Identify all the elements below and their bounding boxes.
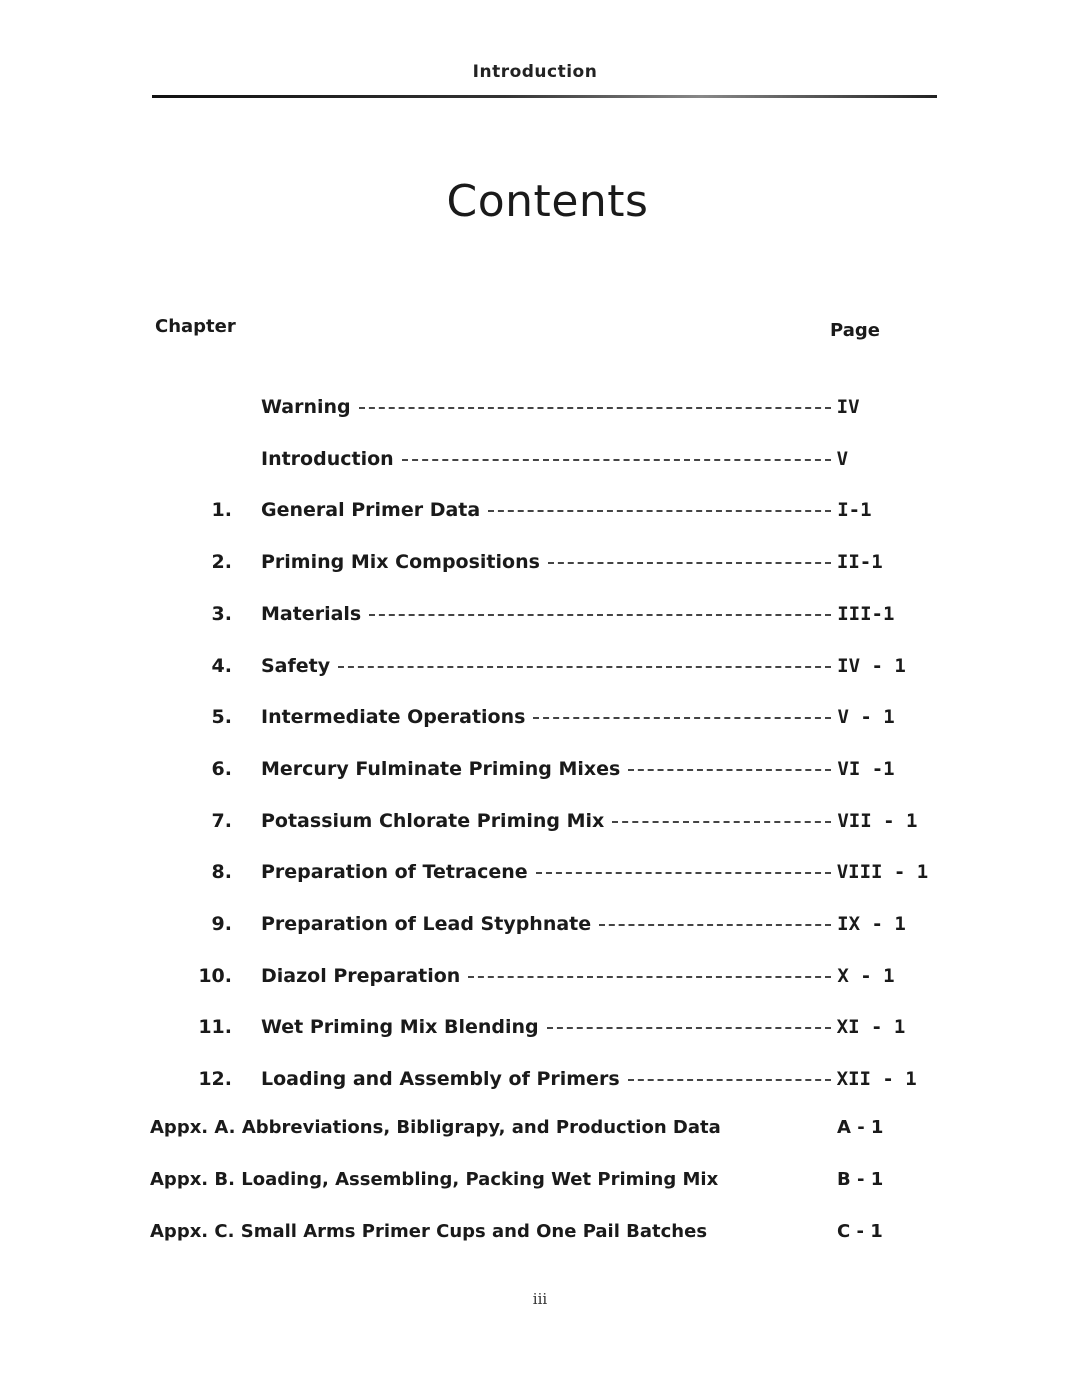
toc-entry-page: I-1 [837,499,872,521]
toc-entry-page: XI - 1 [836,1016,906,1038]
toc-entry-page: III-1 [837,603,895,625]
toc-entry-number: 6. [211,758,232,780]
running-header: Introduction [472,62,598,82]
dot-leader [369,614,831,616]
toc-entry-number: 3. [211,603,232,625]
toc-entry[interactable] [0,1012,1070,1042]
toc-entry-page: XII - 1 [836,1068,917,1090]
appendix-label: Appx. A. [150,1117,236,1138]
toc-entry-number: 12. [198,1068,232,1090]
dot-leader [548,562,831,564]
toc-entry[interactable] [0,702,1070,732]
toc-entry-number: 5. [211,706,232,728]
dot-leader [488,510,831,512]
toc-entry-title: Mercury Fulminate Priming Mixes [261,758,621,780]
appendix-title: Small Arms Primer Cups and One Pail Batches [240,1221,708,1242]
toc-entry[interactable] [0,909,1070,939]
toc-entry-number: 4. [211,655,232,677]
toc-entry-title: Warning [261,396,351,418]
toc-entry[interactable] [0,651,1070,681]
page-column-heading: Page [830,320,880,341]
toc-entry-page: IV - 1 [837,655,906,677]
toc-entry-title: Loading and Assembly of Primers [261,1068,620,1090]
toc-entry[interactable] [0,806,1070,836]
toc-entry-title: Introduction [261,448,394,470]
dot-leader [536,872,831,874]
page-number: iii [532,1290,548,1308]
appendix-title: Loading, Assembling, Packing Wet Priming Mix [241,1169,719,1190]
dot-leader [533,717,831,719]
toc-entry-page: VIII - 1 [836,861,929,883]
toc-entry-title: Wet Priming Mix Blending [261,1016,539,1038]
toc-entry[interactable] [0,444,1070,474]
appendix-label: Appx. B. [150,1169,235,1190]
toc-entry-page: X - 1 [837,965,895,987]
appendix-title: Abbreviations, Bibligrapy, and Production Data [241,1117,721,1138]
toc-entry-number: 8. [211,861,232,883]
appendix-page: B - 1 [837,1169,884,1190]
appendix-entry[interactable] [150,1113,721,1143]
toc-entry-title: Intermediate Operations [261,706,526,728]
toc-entry[interactable] [0,961,1070,991]
dot-leader [628,769,831,771]
appendix-entry[interactable] [150,1165,718,1195]
toc-entry[interactable] [0,392,1070,422]
dot-leader [338,666,831,668]
toc-entry-title: Safety [261,655,331,677]
dot-leader [612,821,831,823]
toc-entry-page: II-1 [836,551,883,573]
toc-entry-page: IX - 1 [837,913,906,935]
toc-entry-title: Priming Mix Compositions [261,551,540,573]
toc-entry-title: Diazol Preparation [261,965,461,987]
dot-leader [628,1079,831,1081]
toc-entry-number: 2. [211,551,232,573]
toc-entry-page: VII - 1 [837,810,918,832]
toc-entry-title: Materials [261,603,362,625]
toc-entry-page: VI -1 [837,758,895,780]
toc-entry[interactable] [0,547,1070,577]
toc-entry-title: General Primer Data [261,499,481,521]
toc-entry-number: 9. [211,913,232,935]
dot-leader [359,407,831,409]
toc-entry[interactable] [0,754,1070,784]
header-rule [152,95,937,98]
dot-leader [402,459,831,461]
toc-entry-number: 7. [211,810,232,832]
appendix-page: A - 1 [837,1117,884,1138]
appendix-page: C - 1 [837,1221,883,1242]
page-title: Contents [446,176,649,227]
toc-entry-number: 11. [198,1016,232,1038]
dot-leader [547,1027,831,1029]
toc-entry[interactable] [0,495,1070,525]
toc-entry[interactable] [0,1064,1070,1094]
toc-entry-page: V [836,448,849,470]
toc-entry-page: V - 1 [837,706,895,728]
toc-entry-page: IV [836,396,860,418]
dot-leader [468,976,831,978]
toc-entry[interactable] [0,857,1070,887]
toc-entry-number: 10. [198,965,232,987]
chapter-column-heading: Chapter [155,316,236,337]
toc-entry-title: Preparation of Lead Styphnate [261,913,592,935]
toc-entry-number: 1. [211,499,232,521]
toc-entry-title: Potassium Chlorate Priming Mix [261,810,605,832]
appendix-label: Appx. C. [150,1221,235,1242]
appendix-entry[interactable] [150,1217,707,1247]
toc-entry-title: Preparation of Tetracene [261,861,528,883]
toc-entry[interactable] [0,599,1070,629]
dot-leader [599,924,831,926]
